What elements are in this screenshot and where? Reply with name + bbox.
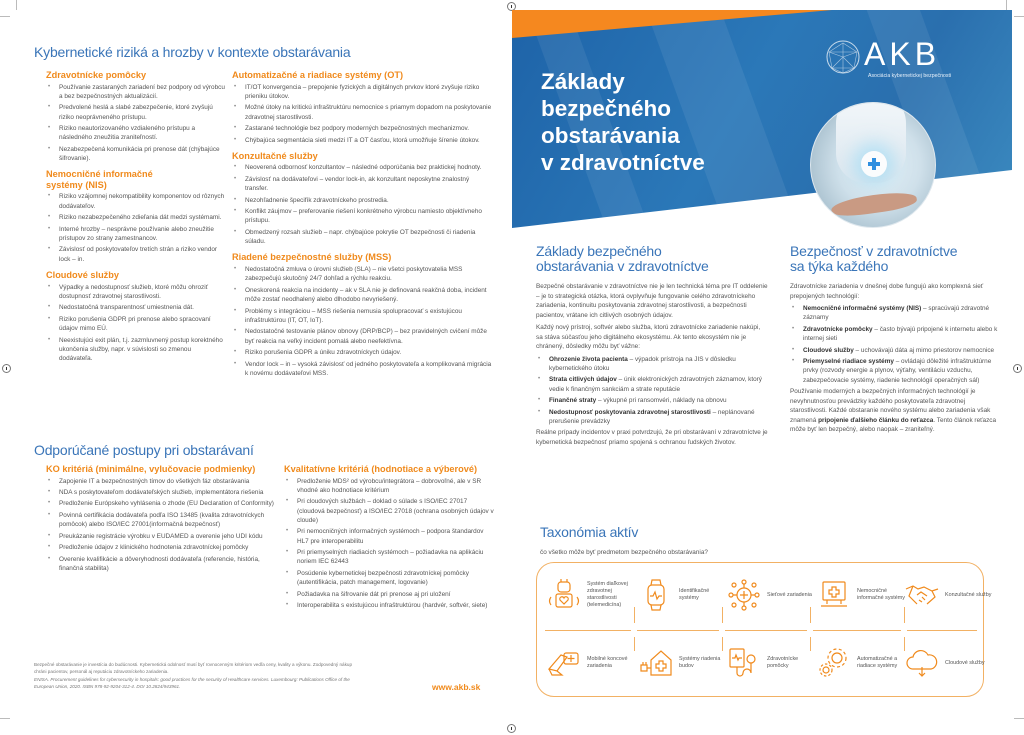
taxonomy-box — [536, 562, 992, 697]
taxonomy-label: Identifikačné systémy — [679, 588, 710, 601]
taxonomy-label: Konzultačné služby — [945, 591, 992, 598]
list-item: • Používanie zastaraných zariadení bez podpory od výrobcu a bez bezpečnostných aktualizácií. — [46, 83, 226, 102]
basics-paragraph: Reálne prípady incidentov v praxi potvrdzujú, že pri obstarávaní v zdravotníctve je kybernetická bezpečnosť priamo spojená s ochranou ľudských životov. — [536, 429, 768, 446]
taxonomy-item — [901, 635, 989, 691]
list-item: • Výpadky a nedostupnosť služieb, ktoré môžu ohroziť dostupnosť zdravotnej starostlivosti. — [46, 283, 226, 302]
logo-subtitle: Asociácia kybernetickej bezpečnosti — [868, 73, 952, 79]
tech-list — [790, 304, 1002, 385]
list-item: • Konflikt záujmov – preferovanie riešení konkrétneho výrobcu namiesto objektívneho prístupu. — [232, 207, 494, 226]
list-item: • Zdravotnícke pomôcky – často bývajú pripojené k internetu alebo k internej sieti — [790, 325, 1002, 344]
list-item: • Vendor lock – in – vysoká závislosť od jedného poskytovateľa a komplikovaná migrácia k novému dodávateľovi MSS. — [232, 360, 494, 379]
taxonomy-label: Cloudové služby — [945, 659, 985, 666]
ko-criteria — [46, 458, 278, 575]
building-plug-icon — [639, 647, 673, 679]
list-item: • Riziko vzájomnej nekompatibility komponentov od rôznych dodávateľov. — [46, 192, 226, 211]
taxonomy-item — [901, 567, 992, 623]
taxonomy-label: Nemocničné informačné systémy — [857, 588, 905, 601]
taxonomy-item — [635, 567, 723, 623]
hero-title — [541, 68, 705, 176]
list-item: • Pri cloudových službách – doklad o súlade s ISO/IEC 27017 (cloudová bezpečnosť) a ISO/IEC 27018 (ochrana osobných údajov v cloude) — [284, 497, 496, 525]
hero-title-line: bezpečného — [541, 96, 672, 121]
taxonomy-title: Taxonómia aktív — [540, 524, 639, 540]
taxonomy-item — [543, 567, 631, 623]
list-item: • Predvolené heslá a slabé zabezpečenie, ktoré zvyšujú riziko neoprávneného prístupu. — [46, 103, 226, 122]
risk-group-title: Zdravotnícke pomôcky — [46, 70, 147, 80]
everyone-title — [790, 244, 1002, 274]
hero-banner — [512, 10, 1012, 228]
qualitative-criteria — [284, 458, 496, 613]
taxonomy-label: Automatizačné a riadiace systémy — [857, 656, 898, 669]
taxonomy-item — [723, 635, 811, 691]
list-item: • Nezohľadnenie špecifík zdravotníckeho prostredia. — [232, 196, 494, 205]
footer-notes — [34, 662, 354, 690]
list-item: • Závislosť od poskytovateľov tretích strán a riziko vendor lock – in. — [46, 245, 226, 264]
list-item: • Povinná certifikácia dodávateľa podľa ISO 13485 (kvalita zdravotníckych pomôcok) alebo ISO/IEC 27001(informačná bezpečnosť) — [46, 511, 278, 530]
list-item: • Overenie kvalifikácie a dôveryhodnosti dodávateľa (referencie, história, finančná stabilita) — [46, 555, 278, 574]
everyone-intro: Zdravotnícke zariadenia v dnešnej dobe fungujú ako komplexná sieť prepojených technológií: — [790, 283, 984, 300]
risk-group-title: Cloudové služby — [46, 270, 119, 281]
list-item: • Riziko porušenia GDPR a úniku zdravotníckych údajov. — [232, 348, 494, 357]
list-item: • IT/OT konvergencia – prepojenie fyzických a digitálnych prvkov ktoré zvyšuje riziko prieniku útokov. — [232, 83, 494, 102]
risk-group-cloud — [46, 270, 226, 363]
list-item: • Zapojenie IT a bezpečnostných tímov do všetkých fáz obstarávania — [46, 477, 278, 486]
risk-group-title: Konzultačné služby — [232, 150, 318, 161]
registration-mark — [507, 724, 516, 733]
telemedicine-robot-icon — [547, 579, 581, 611]
everyone-paragraph: Používanie moderných a bezpečných informačných technológií je nevyhnutnosťou prevádzky každého poskytovateľa zdravotnej starostlivosti. Každé obstaranie nového systému alebo zariadenia však znamená pripojenie ďalšieho článku do reťazca. Tento článok reťazca môže byť len bezpečný, alebo naopak – zraniteľný. — [790, 388, 997, 434]
taxonomy-item — [543, 635, 631, 691]
hero-title-line: v zdravotníctve — [541, 150, 705, 175]
list-item: • Predloženie MDS² od výrobcu/integrátora – dobrovoľné, ale v SR vhodné ako hodnotiace kritérium — [284, 477, 496, 496]
left-page — [30, 30, 500, 710]
smartwatch-icon — [639, 579, 673, 611]
list-item: • Priemyselné riadiace systémy – ovládajú dôležité infraštruktúrne prvky (rozvody energie a plynov, výťahy, ventiláciu vzduchu, zabezpečovacie systémy, riadenie technológií operačných sál) — [790, 357, 1002, 385]
taxonomy-label: Sieťové zariadenia — [767, 591, 812, 598]
taxonomy-label: Mobilné koncové zariadenia — [587, 656, 628, 669]
risk-group-title: Automatizačné a riadiace systémy (OT) — [232, 70, 404, 80]
list-item: • Chýbajúca segmentácia sieti medzi IT a OT časťou, ktorá umožňuje šírenie útokov. — [232, 136, 494, 145]
taxonomy-label: Zdravotnícke pomôcky — [767, 656, 799, 669]
medical-plus-icon — [868, 158, 880, 170]
list-item: • Závislosť na dodávateľovi – vendor lock-in, ak konzultant neposkytne znalostný transfer. — [232, 175, 494, 194]
list-item: • Obmedzený rozsah služieb – napr. chýbajúce pokrytie OT bezpečnosti či riadenia súladu. — [232, 228, 494, 247]
registration-mark — [2, 364, 11, 373]
list-item: • Problémy s integráciou – MSS riešenia nemusia spolupracovať s existujúcou infraštruktúrou (IT, OT, IoT). — [232, 307, 494, 326]
list-item: • Preukázanie registrácie výrobku v EUDAMED a overenie jeho UDI kódu — [46, 532, 278, 541]
basics-title-line: Základy bezpečného — [536, 243, 662, 259]
list-item: • Nedostatočná transparentnosť umiestnenia dát. — [46, 303, 226, 312]
taxonomy-label: Systém diaľkovej zdravotnej starostlivosti (telemedicína) — [587, 581, 628, 608]
list-item: • Neexistujúci exit plán, t.j. zazmluvnený postup korektného ukončenia služby, napr. v súvislosti so zmenou dodávateľa. — [46, 336, 226, 364]
list-item: • Oneskorená reakcia na incidenty – ak v SLA nie je definovaná reakčná doba, incident môže zostať neodhalený alebo dlhodobo nevyriešený. — [232, 286, 494, 305]
ko-criteria-title: KO kritériá (minimálne, vylučovacie podmienky) — [46, 464, 256, 474]
right-page — [512, 10, 1012, 710]
risks-column-1 — [46, 64, 226, 366]
basics-title-line: obstarávania v zdravotníctve — [536, 258, 709, 274]
hospital-computer-icon — [817, 579, 851, 611]
taxonomy-row-2 — [537, 635, 985, 695]
taxonomy-item — [813, 635, 901, 691]
basics-paragraph: Bezpečné obstarávanie v zdravotníctve nie je len technická téma pre IT oddelenie – je to strategická otázka, ktorá ovplyvňuje fungovanie celého zdravotníckeho zariadenia, kontinuitu poskytovania zdravotnej starostlivosti, a bezpečnosti pacientov, vrátane ich citlivých osobných údajov. — [536, 283, 768, 319]
crop-mark — [1014, 718, 1024, 719]
risk-group-mss — [232, 252, 494, 378]
taxonomy-row-1 — [537, 567, 992, 627]
hero-title-line: obstarávania — [541, 123, 680, 148]
basics-title — [536, 244, 768, 274]
network-plus-icon — [727, 579, 761, 611]
qualitative-criteria-title: Kvalitatívne kritériá (hodnotiace a výberové) — [284, 464, 478, 474]
medical-device-icon — [727, 647, 761, 679]
taxonomy-item — [635, 635, 723, 691]
mobile-device-icon — [547, 647, 581, 679]
taxonomy-subtitle: čo všetko môže byť predmetom bezpečného obstarávania? — [540, 549, 708, 556]
risks-title: Kybernetické riziká a hrozby v kontexte obstarávania — [34, 44, 351, 60]
logo-text: AKB — [864, 36, 941, 72]
cloud-icon — [905, 647, 939, 679]
taxonomy-item — [813, 567, 905, 623]
list-item: • Nedostatočná zmluva o úrovni služieb (SLA) – nie všetci poskytovatelia MSS zabezpečujú skutočný 24/7 dohľad a rýchlu reakciu. — [232, 265, 494, 284]
list-item: • NDA s poskytovateľom dodávateľských služieb, implementátora riešenia — [46, 488, 278, 497]
website-link[interactable]: www.akb.sk — [432, 682, 481, 692]
crop-mark — [1006, 0, 1007, 10]
crop-mark — [0, 718, 10, 719]
risk-group-title: Nemocničné informačné systémy (NIS) — [46, 169, 153, 190]
risks-column-2 — [232, 64, 494, 380]
gears-icon — [817, 647, 851, 679]
list-item: • Požiadavka na šifrovanie dát pri prenose aj pri uložení — [284, 590, 496, 599]
list-item: • Nedostatočné testovanie plánov obnovy (DRP/BCP) – bez pravidelných cvičení môže byť reakcia na veľký incident pomalá alebo neefektívna. — [232, 327, 494, 346]
crop-mark — [0, 16, 10, 17]
list-item: • Predloženie údajov z klinického hodnotenia zdravotníckej pomôcky — [46, 543, 278, 552]
risk-group-ot — [232, 70, 494, 145]
list-item: • Pri nemocničných informačných systémoch – podpora štandardov HL7 pre interoperabilitu — [284, 527, 496, 546]
everyone-section — [790, 244, 1002, 438]
risk-group-consulting — [232, 151, 494, 247]
everyone-title-line: sa týka každého — [790, 258, 889, 274]
crop-mark — [1014, 16, 1024, 17]
list-item: • Finančné straty – výkupné pri ransomvéri, náklady na obnovu — [536, 396, 768, 405]
list-item: • Interoperabilita s existujúcou infraštruktúrou (hardvér, softvér, siete) — [284, 601, 496, 610]
taxonomy-item — [723, 567, 811, 623]
everyone-title-line: Bezpečnosť v zdravotníctve — [790, 243, 958, 259]
footer-citation: ENISA. Procurement guidelines for cybersecurity in hospitals: good practices for the security of Healthcare services. Luxembourg: Publications Office of the European Union, 2020. ISBN 978-92-9204-312-4. DOI 10.2824/943961. — [34, 677, 350, 689]
basics-section — [536, 244, 768, 450]
akb-logo — [824, 36, 984, 86]
list-item: • Cloudové služby – uchovávajú dáta aj mimo priestorov nemocnice — [790, 346, 1002, 355]
registration-mark — [1013, 364, 1022, 373]
list-item: • Nezabezpečená komunikácia pri prenose dát (chýbajúce šifrovanie). — [46, 145, 226, 164]
list-item: • Predloženie Európskeho vyhlásenia o zhode (EU Declaration of Conformity) — [46, 499, 278, 508]
list-item: • Posúdenie kybernetickej bezpečnosti zdravotníckej pomôcky (autentifikácia, patch management, logovanie) — [284, 569, 496, 588]
list-item: • Neoverená odbornosť konzultantov – následné odporúčania bez praktickej hodnoty. — [232, 163, 494, 172]
risk-group-title: Riadené bezpečnostné služby (MSS) — [232, 252, 392, 263]
list-item: • Možné útoky na kritickú infraštruktúru nemocnice s priamym dopadom na poskytovanie zdravotnej starostlivosti. — [232, 103, 494, 122]
list-item: • Ohrozenie života pacienta – výpadok prístroja na JIS v dôsledku kybernetického útoku — [536, 355, 768, 374]
list-item: • Nedostupnosť poskytovania zdravotnej starostlivosti – neplánované prerušenie prevádzky — [536, 408, 768, 427]
list-item: • Interné hrozby – nesprávne používanie alebo zneužitie prístupov zo strany zamestnancov. — [46, 225, 226, 244]
list-item: • Zastarané technológie bez podpory moderných bezpečnostných mechanizmov. — [232, 124, 494, 133]
handshake-icon — [905, 579, 939, 611]
list-item: • Riziko porušenia GDPR pri prenose alebo spracovaní údajov mimo EÚ. — [46, 315, 226, 334]
list-item: • Strata citlivých údajov – únik elektronických zdravotných záznamov, ktorý vedie k finančným sankciám a strate reputácie — [536, 375, 768, 394]
hero-title-line: Základy — [541, 69, 625, 94]
footer-note: Bezpečné obstarávanie je investícia do budúcnosti. Kybernetická odolnosť musí byť rovnocenným kritériom vedľa ceny, kvality a výkonu. Zodpovedný nákup chráni pacientov, personál aj reputáciu zdravotníckeho zariadenia. — [34, 662, 353, 674]
list-item: • Pri priemyselných riadiacich systémoch – požiadavka na aplikáciu noriem IEC 62443 — [284, 548, 496, 567]
list-item: • Riziko nezabezpečeného zdieľania dát medzi systémami. — [46, 213, 226, 222]
crop-mark — [16, 0, 17, 10]
consequences-list — [536, 355, 768, 427]
list-item: • Nemocničné informačné systémy (NIS) – spracúvajú zdravotné záznamy — [790, 304, 1002, 323]
taxonomy-label: Systémy riadenia budov — [679, 656, 721, 669]
practices-title: Odporúčané postupy pri obstarávaní — [34, 442, 254, 458]
list-item: • Riziko neautorizovaného vzdialeného prístupu a následného zneužitia zraniteľností. — [46, 124, 226, 143]
network-globe-icon — [824, 38, 862, 76]
risk-group-nis — [46, 169, 226, 264]
doctor-photo — [810, 102, 936, 228]
risk-group-medical-devices — [46, 70, 226, 163]
basics-paragraph: Každý nový prístroj, softvér alebo služba, ktorú zdravotnícke zariadenie nakúpi, sa stáva súčasťou jeho digitálneho ekosystému. Ak tento ekosystém nie je chránený, dôsledky môžu byť vážne: — [536, 324, 761, 350]
